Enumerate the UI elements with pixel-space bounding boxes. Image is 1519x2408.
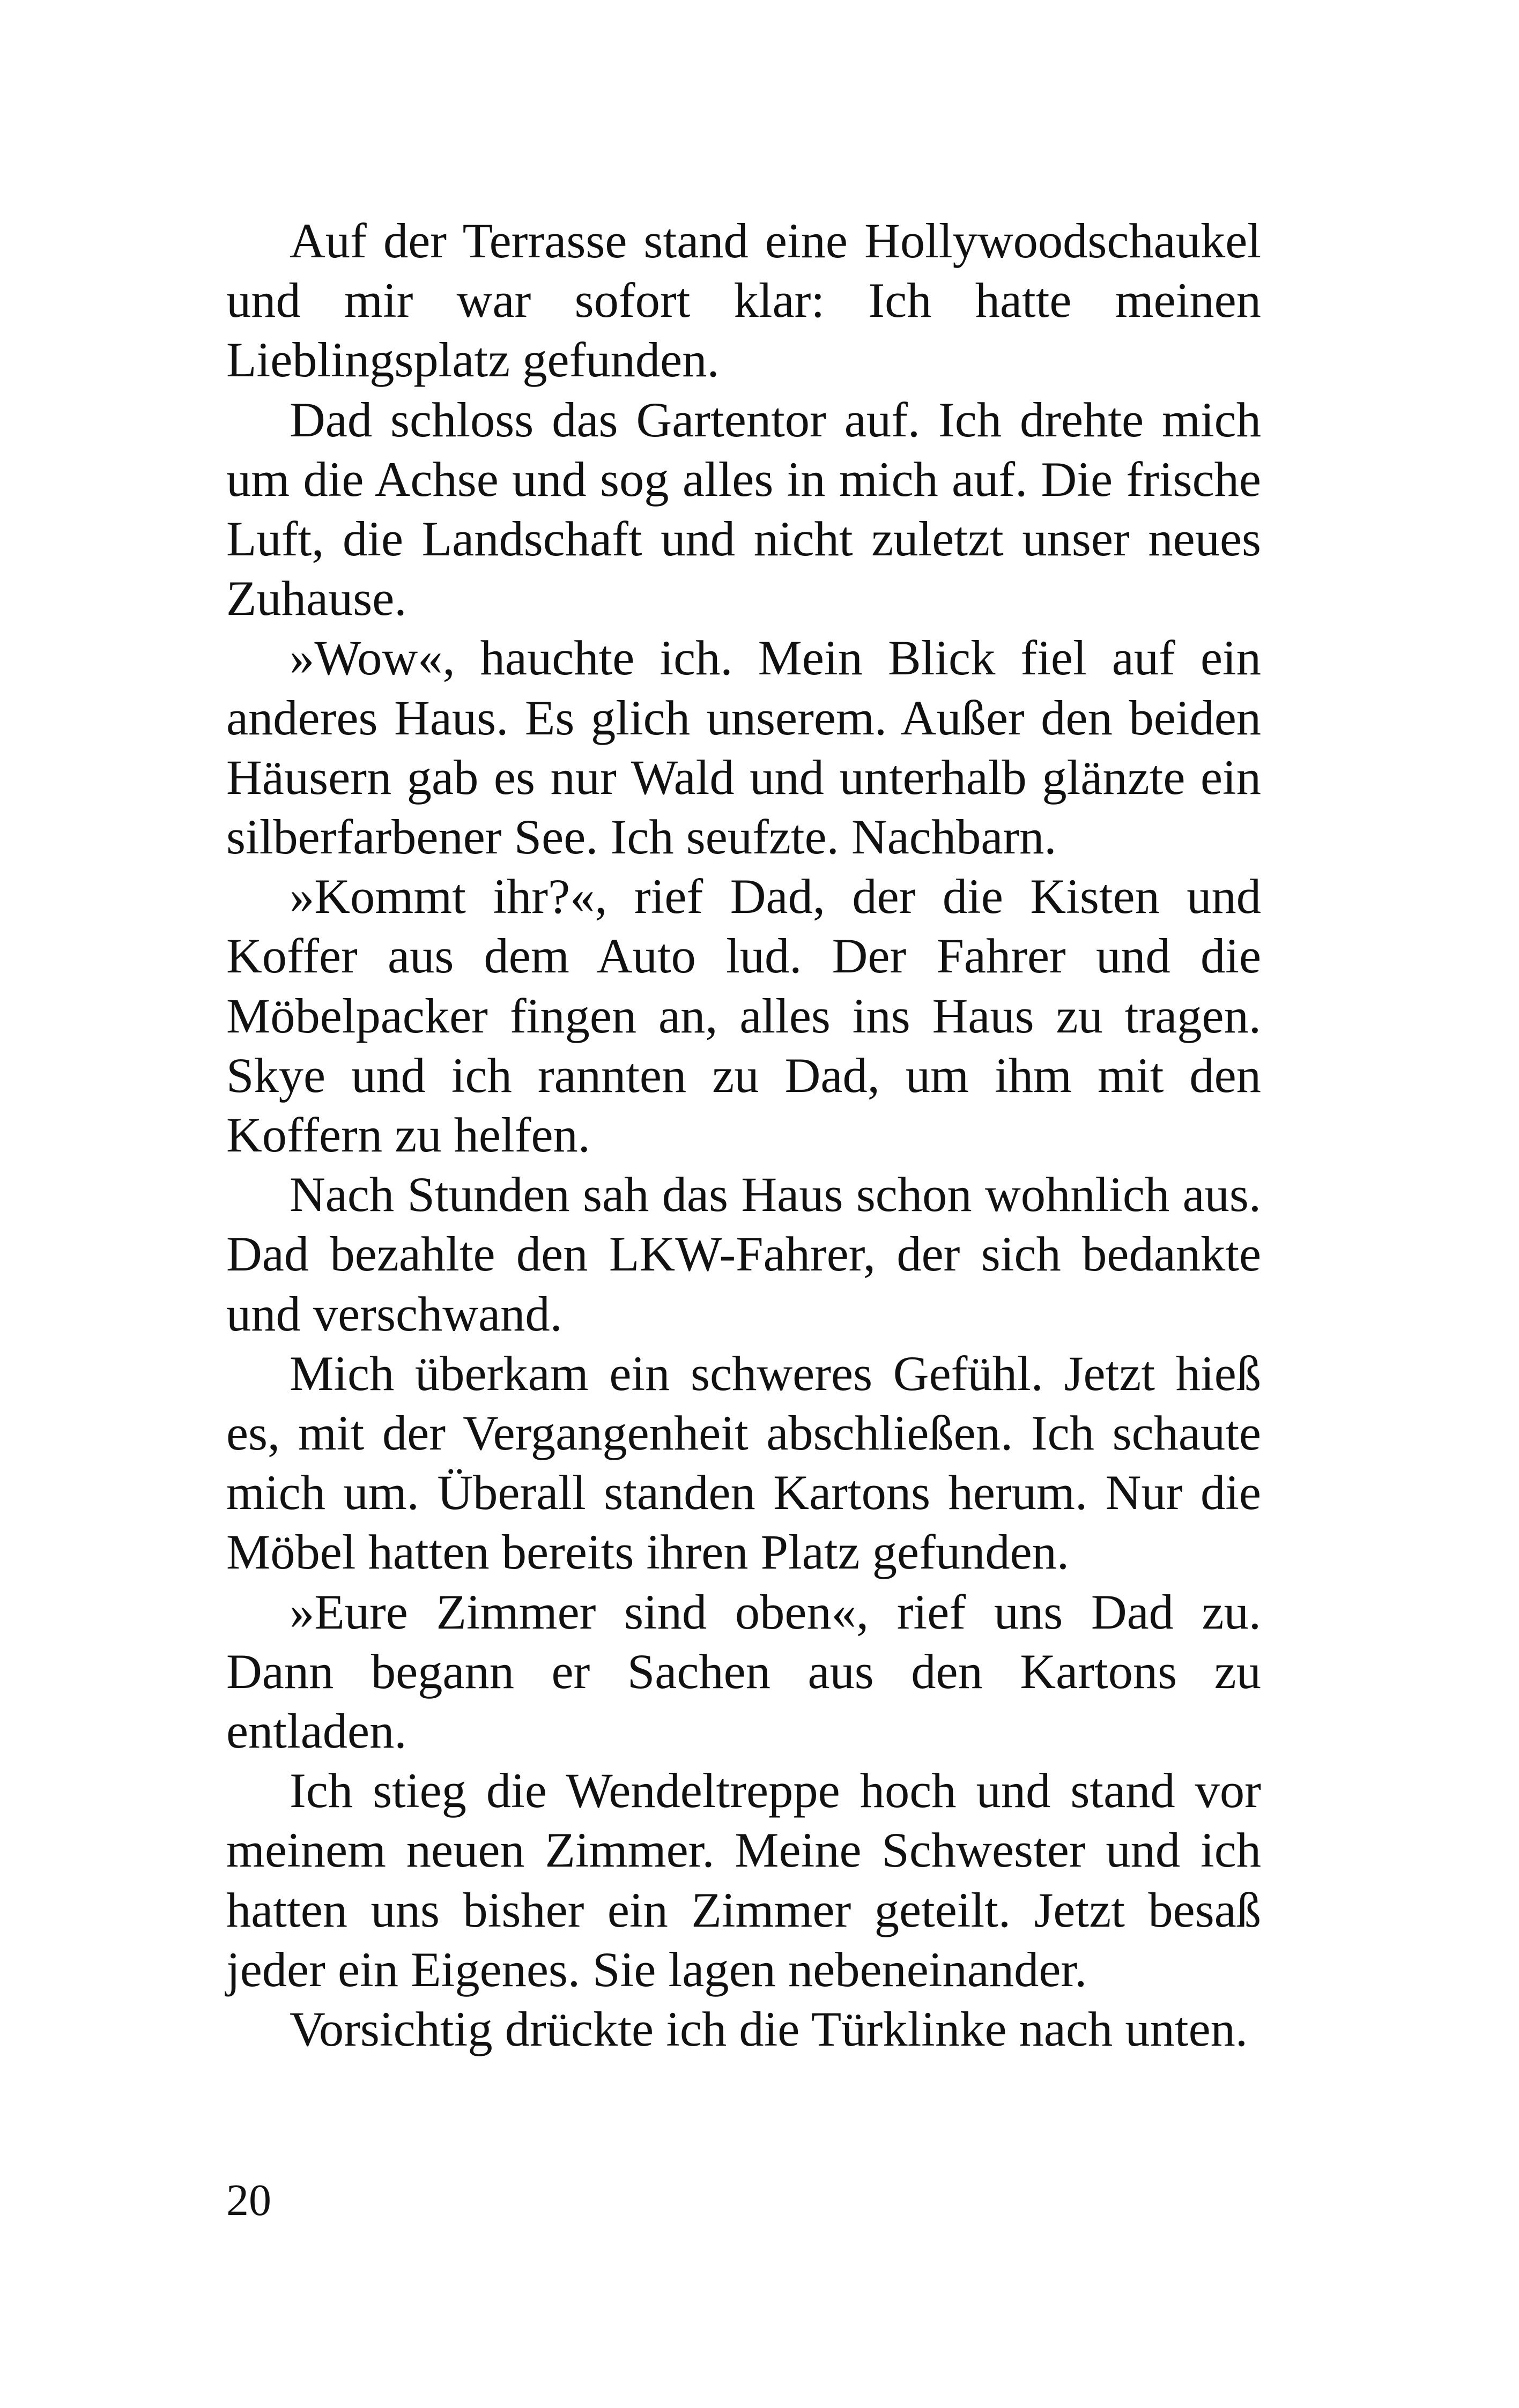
- paragraph: »Eure Zimmer sind oben«, rief uns Dad zu. Dann begann er Sachen aus den Kartons zu entladen.: [226, 1585, 1261, 1759]
- paragraph: Ich stieg die Wendeltreppe hoch und stand vor meinem neuen Zimmer. Meine Schwester und ich hatten uns bisher ein Zimmer geteilt. Jetzt besaß jeder ein Eigenes. Sie lagen nebeneinander.: [226, 1764, 1261, 1997]
- page-number: 20: [226, 2175, 271, 2225]
- paragraph: Mich überkam ein schweres Gefühl. Jetzt hieß es, mit der Vergangenheit abschließen. Ich schaute mich um. Überall standen Kartons herum. Nur die Möbel hatten bereits ihren Platz gefunden.: [226, 1346, 1261, 1580]
- paragraph: Nach Stunden sah das Haus schon wohnlich aus. Dad bezahlte den LKW-Fahrer, der sich bedankte und verschwand.: [226, 1168, 1261, 1342]
- paragraph: Dad schloss das Gartentor auf. Ich drehte mich um die Achse und sog alles in mich auf. Die frische Luft, die Landschaft und nicht zuletzt unser neues Zuhause.: [226, 392, 1261, 627]
- paragraph: Auf der Terrasse stand eine Hollywoodschaukel und mir war sofort klar: Ich hatte meinen Lieblingsplatz gefunden.: [226, 214, 1261, 388]
- paragraph: Vorsichtig drückte ich die Türklinke nach unten.: [290, 2002, 1248, 2057]
- paragraph: »Kommt ihr?«, rief Dad, der die Kisten und Koffer aus dem Auto lud. Der Fahrer und die Möbelpacker fingen an, alles ins Haus zu tragen. Skye und ich rannten zu Dad, um ihm mit den Koffern zu helfen.: [226, 869, 1261, 1163]
- body-text: [226, 212, 1261, 2060]
- paragraph: »Wow«, hauchte ich. Mein Blick fiel auf ein anderes Haus. Es glich unserem. Außer den beiden Häusern gab es nur Wald und unterhalb glänzte ein silberfarbener See. Ich seufzte. Nachbarn.: [226, 631, 1261, 865]
